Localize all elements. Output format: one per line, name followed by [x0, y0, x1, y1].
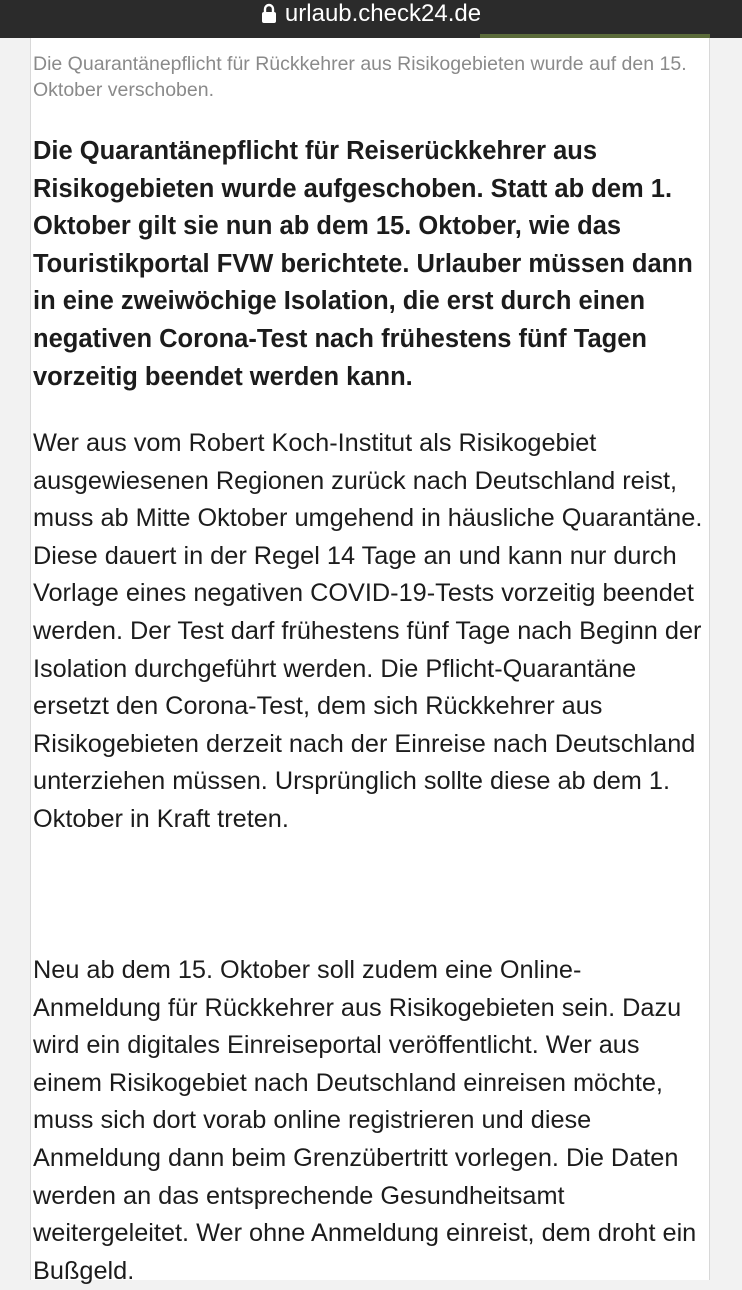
article-paragraph: Neu ab dem 15. Oktober soll zudem eine Online-Anmeldung für Rückkehrer aus Risikogebieten sein. Dazu wird ein digitales Einreiseportal veröffentlicht. Wer aus einem Risikogebiet nach Deutschland einreisen möchte, muss sich dort vorab online registrieren und diese Anmeldung dann beim Grenzübertritt vorlegen. Die Daten werden an das entsprechende Gesundheitsamt weitergeleitet. Wer ohne Anmeldung einreist, dem droht ein Bußgeld. [33, 956, 697, 1285]
url-text: urlaub.check24.de [284, 0, 482, 27]
image-caption: Die Quarantänepflicht für Rückkehrer aus Risikogebieten wurde auf den 15. Oktober verschoben. [33, 53, 687, 101]
browser-url-bar[interactable] [0, 0, 742, 38]
article-paragraph: Wer aus vom Robert Koch-Institut als Risikogebiet ausgewiesenen Regionen zurück nach Deutschland reist, muss ab Mitte Oktober umgehend in häusliche Quarantäne. Diese dauert in der Regel 14 Tage an und kann nur durch Vorlage eines negativen COVID-19-Tests vorzeitig beendet werden. Der Test darf frühestens fünf Tage nach Beginn der Isolation durchgeführt werden. Die Pflicht-Quarantäne ersetzt den Corona-Test, dem sich Rückkehrer aus Risikogebieten derzeit nach der Einreise nach Deutschland unterziehen müssen. Ursprünglich sollte diese ab dem 1. Oktober in Kraft treten. [33, 429, 703, 833]
url-display[interactable] [261, 0, 481, 28]
article-content [30, 38, 710, 1285]
article-lead: Die Quarantänepflicht für Reiserückkehrer aus Risikogebieten wurde aufgeschoben. Statt ab dem 1. Oktober gilt sie nun ab dem 15. Oktober, wie das Touristikportal FVW berichtete. Urlauber müssen dann in eine zweiwöchige Isolation, die erst durch einen negativen Corona-Test nach frühestens fünf Tagen vorzeitig beendet werden kann. [33, 137, 693, 391]
lock-icon [261, 3, 277, 25]
